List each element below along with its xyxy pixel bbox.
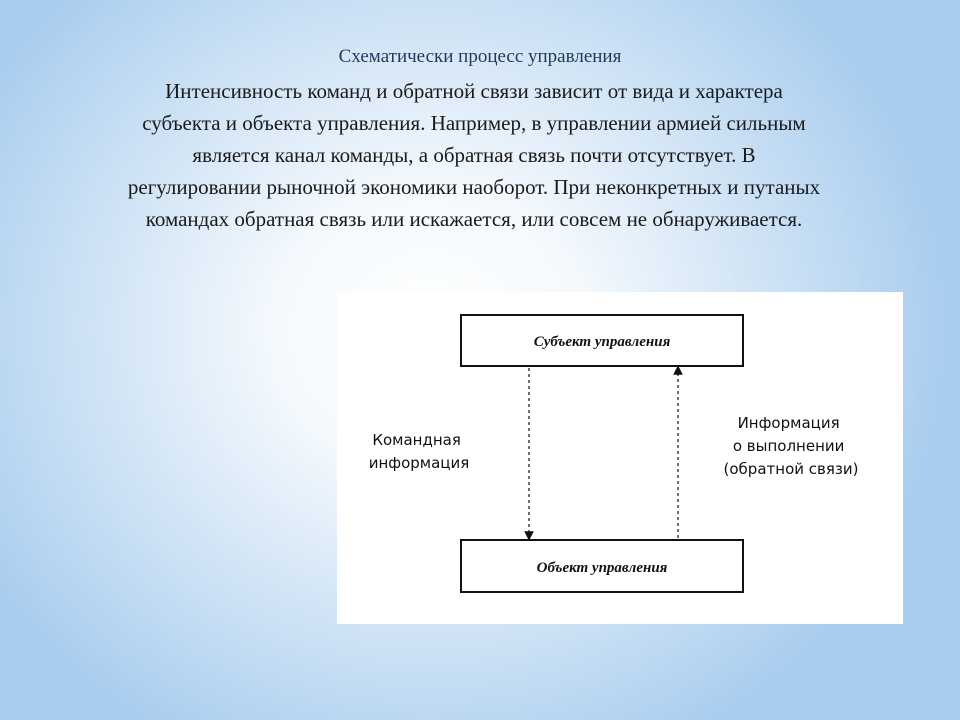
paragraph-line: субъекта и объекта управления. Например, в управлении армией сильным xyxy=(142,111,806,135)
paragraph-line: Интенсивность команд и обратной связи зависит от вида и характера xyxy=(165,79,783,103)
subject-box-label: Субъект управления xyxy=(533,334,671,350)
paragraph-line: является канал команды, а обратная связь почти отсутствует. В xyxy=(192,143,756,167)
paragraph-line: командах обратная связь или искажается, или совсем не обнаруживается. xyxy=(145,207,803,231)
slide-paragraph xyxy=(14,75,934,235)
paragraph-line: регулировании рыночной экономики наоборот. При неконкретных и путаных xyxy=(127,175,821,199)
feedback-info-label: Информация о выполнении (обратной связи) xyxy=(723,414,859,478)
slide-title: Схематически процесс управления xyxy=(338,46,622,67)
diagram-svg xyxy=(337,292,903,624)
management-diagram xyxy=(337,292,903,624)
command-info-label: Командная информация xyxy=(368,431,470,472)
object-box-label: Объект управления xyxy=(536,560,668,576)
